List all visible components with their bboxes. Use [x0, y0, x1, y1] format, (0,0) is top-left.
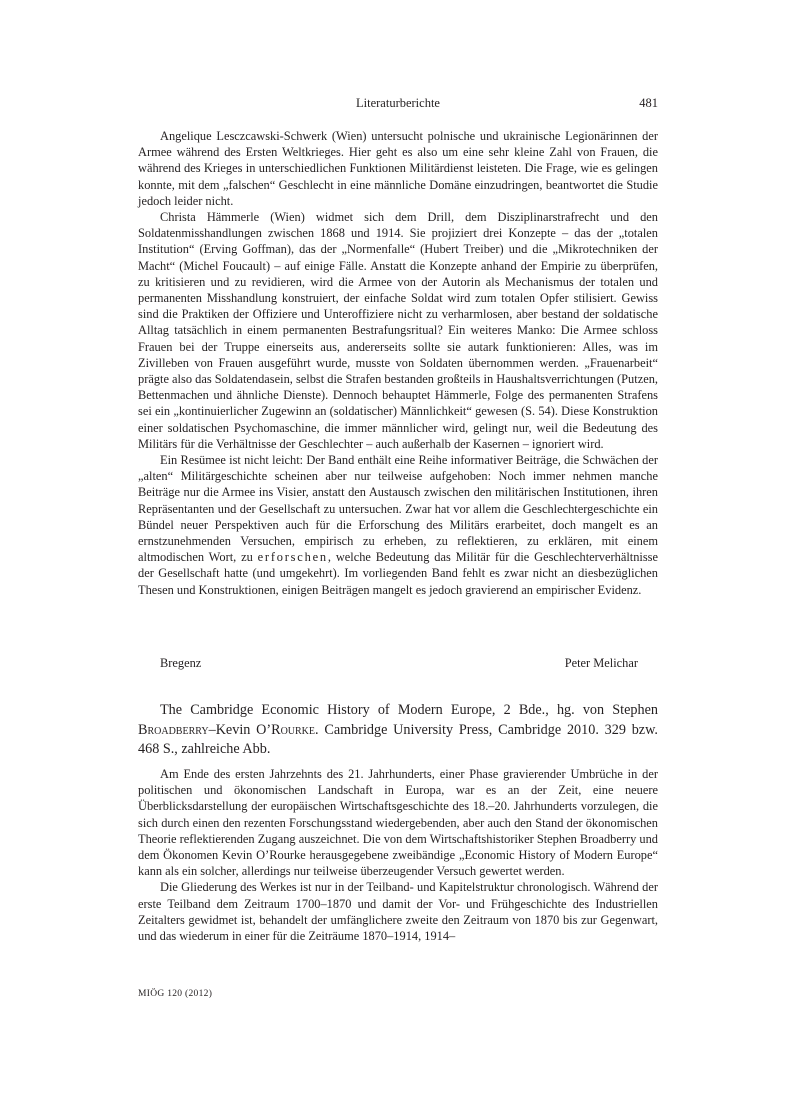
editor-name: Rourke	[271, 721, 316, 738]
heading-text: . Cambridge University Press, Cambridge 2010. 329 bzw. 468 S., zahlreiche Abb.	[138, 721, 658, 758]
paragraph-text: , welche Bedeutung das Militär für die Geschlechterverhältnisse der Gesellschaft hatte (und umgekehrt). Im vorliegenden Band fehlt es zwar nicht an diesbezüglichen Thesen und Konstruktionen, einigen Beiträgen mangelt es jedoch gravierend an empirischer Evidenz.	[138, 550, 658, 597]
review-body-text	[138, 766, 658, 944]
paragraph-text: Ein Resümee ist nicht leicht: Der Band enthält eine Reihe informativer Beiträge, die Schwächen der „alten“ Militärgeschichte scheinen aber nur teilweise aufgehoben: Noch immer nehmen manche Beiträge nur die Armee ins Visier, anstatt den Austausch zwischen den militärischen Institutionen, ihren Repräsentanten und der Gesellschaft zu untersuchen. Zwar hat vor allem die Geschlechtergeschichte ein Bündel neuer Perspektiven auch für die Erforschung des Militärs erarbeitet, doch mangelt es an ernstzunehmenden Versuchen, empirisch zu erheben, zu reflektieren, zu erklären, mit einem altmodischen Wort, zu	[138, 453, 658, 565]
signature-place: Bregenz	[160, 656, 202, 670]
paragraph: Angelique Lesczcawski-Schwerk (Wien) untersucht polnische und ukrainische Legionärinnen der Armee während des Ersten Weltkrieges. Hier geht es also um eine sehr kleine Zahl von Frauen, die während des Krieges in unterschiedlichen Funktionen Militärdienst leisteten. Die Frage, wie es gelingen konnte, mit dem „falschen“ Geschlecht in eine männliche Domäne einzudringen, beantwortet die Studie jedoch leider nicht.	[138, 129, 658, 208]
review-heading	[138, 701, 658, 760]
running-title: Literaturberichte	[356, 96, 440, 110]
review-conclusion-text	[138, 128, 658, 598]
editor-name: Broadberry	[138, 721, 209, 738]
heading-text: –Kevin O’	[208, 721, 272, 738]
signature-author: Peter Melichar	[564, 656, 638, 670]
page-number: 481	[639, 96, 658, 110]
journal-footer: MIÖG 120 (2012)	[138, 989, 213, 999]
paragraph: Die Gliederung des Werkes ist nur in der Teilband- und Kapitelstruktur chronologisch. Während der erste Teilband dem Zeitraum 1700–1870 und damit der Vor- und Frühgeschichte des Industriellen Zeitalters gewidmet ist, behandelt der umfänglichere zweite den Zeitraum von 1870 bis zur Gegenwart, und das wiederum in einer für die Zeiträume 1870–1914, 1914–	[138, 880, 658, 944]
bibliographic-entry	[138, 701, 658, 760]
review-signature	[138, 656, 658, 672]
paragraph: Christa Hämmerle (Wien) widmet sich dem Drill, dem Disziplinarstrafrecht und den Soldatenmisshandlungen zwischen 1868 und 1914. Sie projiziert drei Konzepte – das der „totalen Institution“ (Erving Goffman), das der „Normenfalle“ (Hubert Treiber) und die „Mikrotechniken der Macht“ (Michel Foucault) – auf einige Fälle. Anstatt die Konzepte anhand der Empirie zu überprüfen, zu kritisieren und zu revidieren, wird die Armee von der Autorin als Mechanismus der totalen und permanenten Misshandlung konstruiert, der einfache Soldat wird zum totalen Opfer stilisiert. Gewiss sind die Praktiken der Offiziere und Unteroffiziere nicht zu verharmlosen, aber bestand der soldatische Alltag tatsächlich in einem permanenten Bestrafungsritual? Ein weiteres Manko: Die Armee schloss Frauen bei der Truppe einerseits aus, andererseits sollte sie autark funktionieren: Alles, was im Zivilleben von Frauen ausgeführt wurde, musste von Soldaten übernommen werden. „Frauenarbeit“ prägte also das Soldatendasein, selbst die Strafen bestanden großteils in Haushaltsverrichtungen (Putzen, Bettenmachen und ähnliche Dienste). Dennoch behauptet Hämmerle, Folge des permanenten Strafens sei ein „kontinuierlicher Zugewinn an (soldatischer) Männlichkeit“ gewesen (S. 54). Diese Konstruktion einer soldatischen Psychomaschine, die immer männlicher wird, gelingt nur, weil die Bedeutung des Militärs für die Verhältnisse der Geschlechter – auch außerhalb der Kasernen – ignoriert wird.	[138, 210, 658, 451]
heading-text: The Cambridge Economic History of Modern Europe, 2 Bde., hg. von Stephen	[160, 702, 658, 718]
paragraph	[138, 452, 658, 598]
emphasized-word: erforschen	[257, 550, 328, 565]
running-head	[138, 96, 658, 112]
paragraph: Am Ende des ersten Jahrzehnts des 21. Jahrhunderts, einer Phase gravierender Umbrüche in der politischen und ökonomischen Landschaft in Europa, war es an der Zeit, eine neuere Überblicksdarstellung der europäischen Wirtschaftsgeschichte des 18.–20. Jahrhunderts vorzulegen, die sich durch einen den rezenten Forschungsstand wiedergebenden, aber auch den Stand der ökonomischen Theorie reflektierenden Zugang auszeichnet. Die von dem Wirtschaftshistoriker Stephen Broadberry und dem Ökonomen Kevin O’Rourke herausgegebene zweibändige „Economic History of Modern Europe“ kann als ein solcher, allerdings nur teilweise überzeugender Versuch gewertet werden.	[138, 767, 658, 879]
